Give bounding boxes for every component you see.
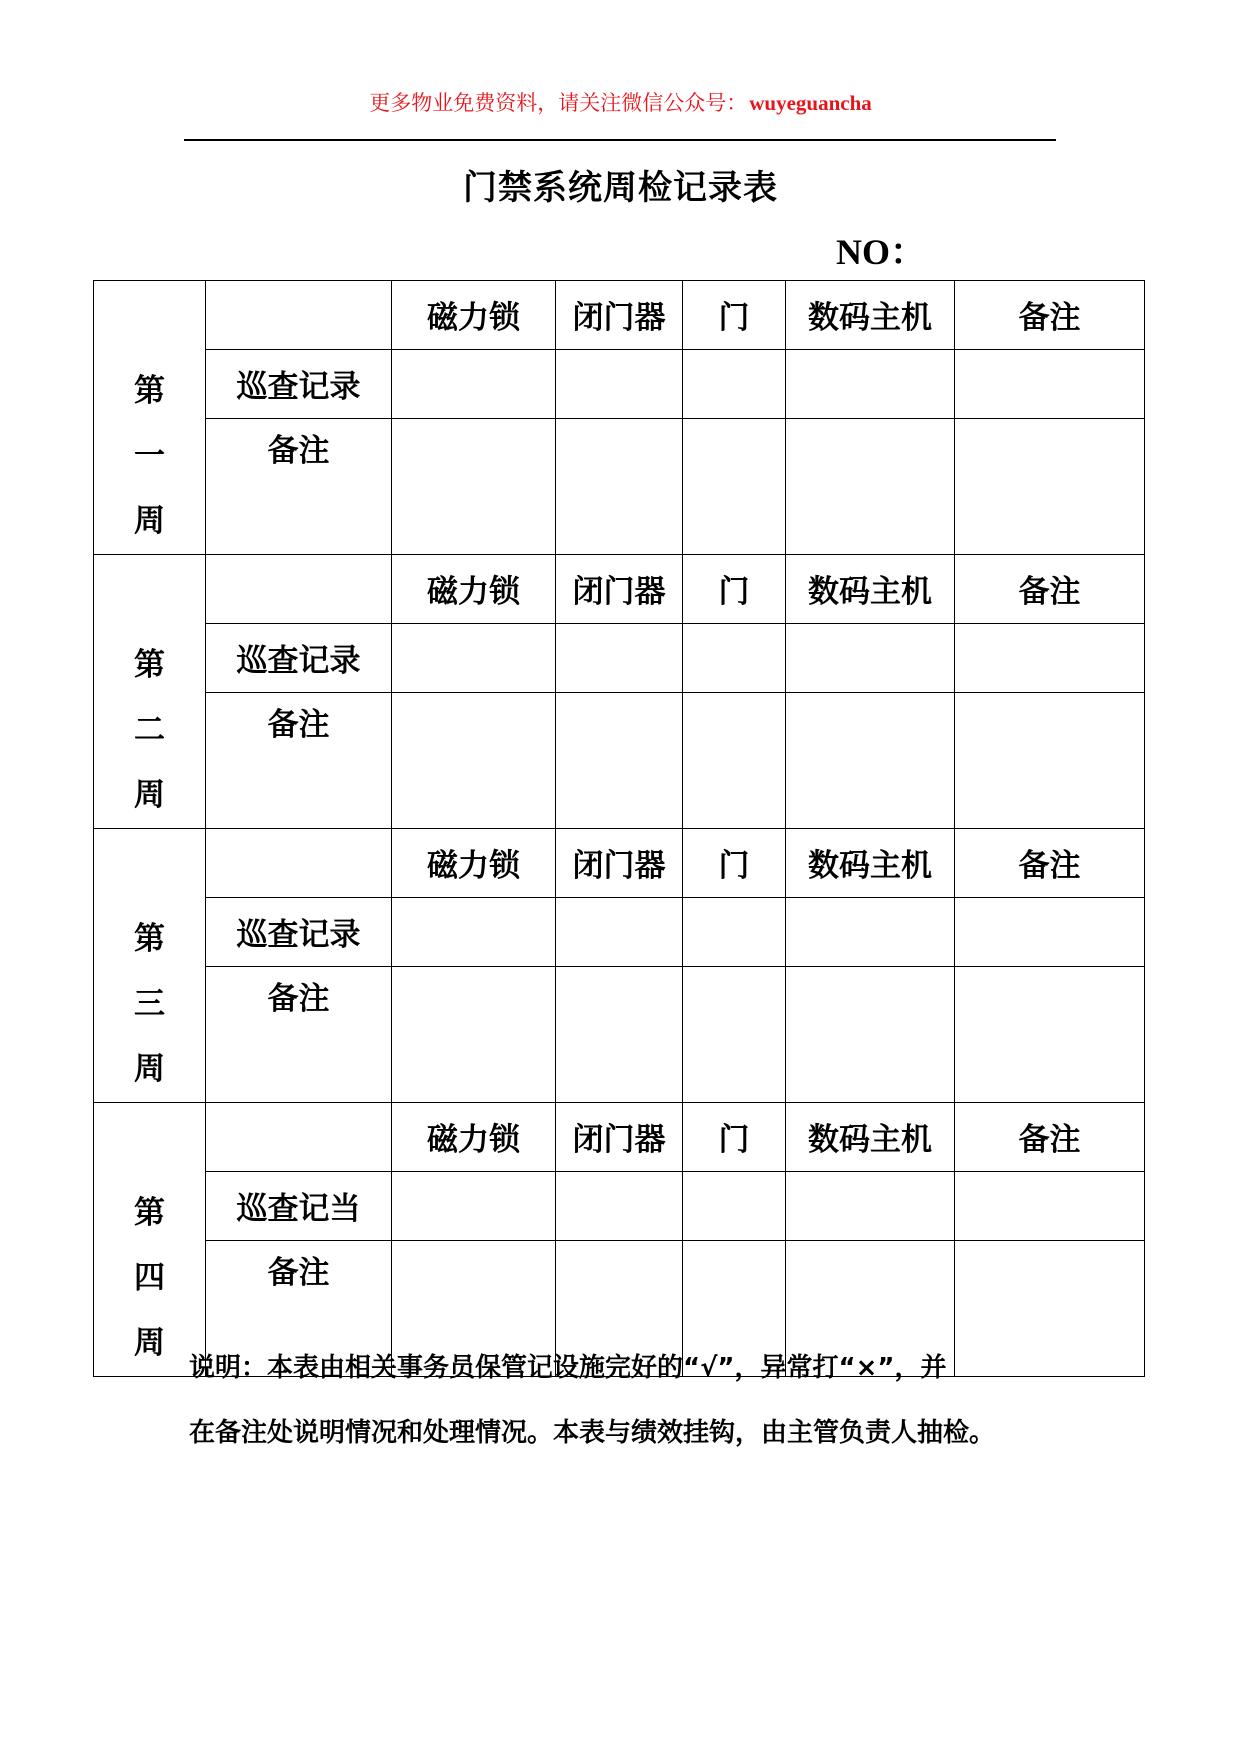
week-header-row [94,829,1145,898]
record-cell [556,1171,683,1240]
record-row [94,1171,1145,1240]
record-cell [683,897,786,966]
record-cell [392,349,556,418]
page-title: 门禁系统周检记录表 [463,168,778,208]
remark-row [94,418,1145,555]
record-cell [786,349,955,418]
remark-cell [786,692,955,829]
week-label-char: 四 [134,1260,165,1296]
promo-text: 更多物业免费资料，请关注微信公众号： [369,91,748,115]
header-divider [184,139,1056,141]
remark-label: 备注 [206,1240,392,1377]
remark-label: 备注 [206,418,392,555]
record-cell [955,349,1145,418]
record-cell [786,897,955,966]
record-label: 巡查记当 [206,1171,392,1240]
remark-label: 备注 [206,966,392,1103]
serial-number-label: NO： [836,232,927,272]
column-header: 闭门器 [556,1103,683,1172]
column-header: 备注 [955,281,1145,350]
week-label-char: 三 [134,986,165,1022]
column-header: 数码主机 [786,829,955,898]
weekly-inspection-table [93,280,1145,1377]
remark-cell [556,966,683,1103]
record-cell [683,349,786,418]
record-row [94,897,1145,966]
column-header: 闭门器 [556,829,683,898]
instruction-line: 在备注处说明情况和处理情况。本表与绩效挂钩，由主管负责人抽检。 [189,1418,996,1448]
instruction-line: 说明：本表由相关事务员保管记设施完好的“√”，异常打“×”，并 [189,1353,947,1383]
column-header: 闭门器 [556,281,683,350]
instructions [189,1336,1069,1466]
week-header-row [94,1103,1145,1172]
week-label [94,555,206,829]
remark-cell [955,966,1145,1103]
wechat-account: wuyeguancha [749,91,872,115]
column-header: 门 [683,829,786,898]
record-cell [955,1171,1145,1240]
week-label-char: 第 [134,1195,165,1231]
remark-cell [392,418,556,555]
column-header: 门 [683,555,786,624]
week-label-char: 二 [134,712,165,748]
remark-row [94,966,1145,1103]
remark-cell [392,692,556,829]
column-header: 门 [683,1103,786,1172]
record-label: 巡查记录 [206,897,392,966]
week-label [94,829,206,1103]
record-cell [556,897,683,966]
corner-cell [206,281,392,350]
week-header-row [94,555,1145,624]
record-cell [392,623,556,692]
record-cell [556,349,683,418]
corner-cell [206,1103,392,1172]
column-header: 门 [683,281,786,350]
record-cell [683,1171,786,1240]
corner-cell [206,829,392,898]
remark-cell [683,966,786,1103]
record-label: 巡查记录 [206,349,392,418]
record-cell [556,623,683,692]
record-row [94,349,1145,418]
record-label: 巡查记录 [206,623,392,692]
remark-cell [955,418,1145,555]
column-header: 闭门器 [556,555,683,624]
remark-cell [556,692,683,829]
record-cell [392,897,556,966]
remark-cell [392,966,556,1103]
column-header: 磁力锁 [392,829,556,898]
week-label-char: 周 [134,777,165,813]
week-label-char: 周 [134,503,165,539]
record-cell [786,1171,955,1240]
column-header: 备注 [955,1103,1145,1172]
column-header: 磁力锁 [392,1103,556,1172]
record-cell [392,1171,556,1240]
record-row [94,623,1145,692]
remark-label: 备注 [206,692,392,829]
record-cell [955,623,1145,692]
record-cell [683,623,786,692]
corner-cell [206,555,392,624]
remark-cell [683,692,786,829]
week-label-char: 第 [134,921,165,957]
week-label-stack [94,281,205,554]
week-label-stack [94,555,205,828]
week-header-row [94,281,1145,350]
week-label-stack [94,829,205,1102]
column-header: 备注 [955,829,1145,898]
week-label-char: 第 [134,373,165,409]
column-header: 磁力锁 [392,555,556,624]
column-header: 备注 [955,555,1145,624]
remark-cell [786,966,955,1103]
column-header: 数码主机 [786,281,955,350]
remark-cell [683,418,786,555]
column-header: 磁力锁 [392,281,556,350]
promo-header [0,87,1241,117]
week-label-char: 一 [134,438,165,474]
record-cell [786,623,955,692]
remark-cell [955,692,1145,829]
remark-row [94,692,1145,829]
week-label-char: 周 [134,1325,165,1361]
column-header: 数码主机 [786,1103,955,1172]
remark-cell [786,418,955,555]
week-label-char: 第 [134,647,165,683]
column-header: 数码主机 [786,555,955,624]
week-label [94,281,206,555]
week-label-char: 周 [134,1051,165,1087]
record-cell [955,897,1145,966]
remark-cell [556,418,683,555]
